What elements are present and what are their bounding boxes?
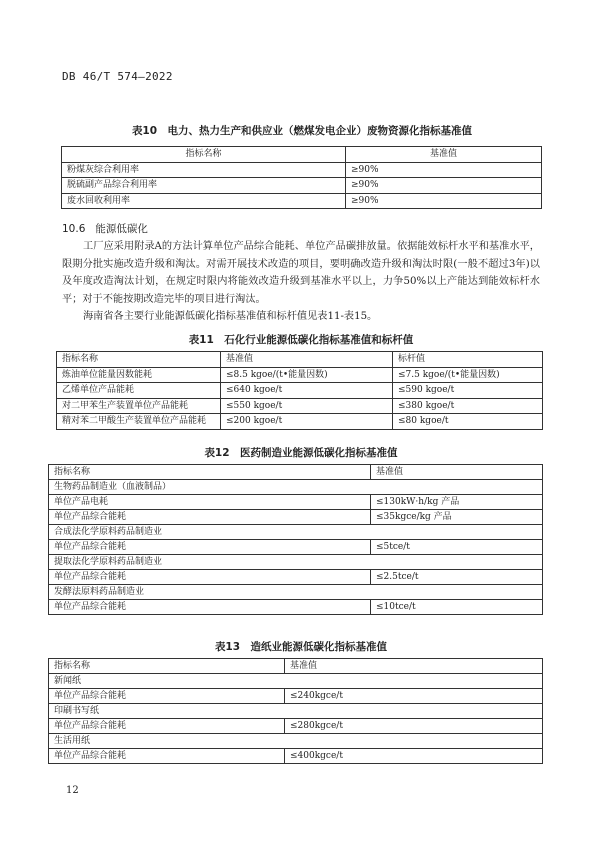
standard-code: DB 46/T 574—2022 [62, 70, 173, 83]
table-group-cell: 新闻纸 [49, 674, 543, 689]
table-header-cell: 基准值 [346, 147, 542, 163]
table-cell: ≤590 kgoe/t [393, 383, 543, 399]
table11-caption: 表11 石化行业能源低碳化指标基准值和标杆值 [188, 334, 414, 346]
table-header-cell: 指标名称 [57, 352, 221, 368]
table-cell: 单位产品电耗 [49, 495, 371, 510]
section-title: 能源低碳化 [95, 223, 148, 235]
table13 [48, 658, 543, 764]
table-header-row [57, 352, 543, 368]
table-cell: 对二甲苯生产装置单位产品能耗 [57, 398, 221, 414]
table13-caption: 表13 造纸业能源低碳化指标基准值 [214, 641, 388, 653]
table-row [57, 383, 543, 399]
body-paragraph: 海南省各主要行业能源低碳化指标基准值和标杆值见表11-表15。 [83, 311, 378, 322]
table-group-row [49, 585, 543, 600]
table-row [49, 689, 543, 704]
table-row [49, 540, 543, 555]
table11 [56, 351, 543, 430]
table-header-cell: 标杆值 [393, 352, 543, 368]
table-cell: ≤550 kgoe/t [221, 398, 393, 414]
table-cell: ≥90% [346, 178, 542, 194]
body-paragraph: 工厂应采用附录A的方法计算单位产品综合能耗、单位产品碳排放量。依据能效标杆水平和基准水平，限期分批实施改造升级和淘汰。对需开展技术改造的项目，要明确改造升级和淘汰时限(一般不超过3年)以及年度改造淘汰计划，在规定时限内将能效改造升级到基准水平以上，力争50%以上产能达到能效标杆水平；对于不能按期改造完毕的项目进行淘汰。 [62, 241, 540, 305]
table-group-row [49, 734, 543, 749]
table-header-cell: 基准值 [371, 465, 543, 480]
page-number: 12 [66, 785, 79, 796]
table-cell: ≤400kgce/t [285, 749, 543, 764]
table-cell: ≤5tce/t [371, 540, 543, 555]
table-group-cell: 提取法化学原料药品制造业 [49, 555, 543, 570]
table-group-row [49, 674, 543, 689]
table-row [49, 719, 543, 734]
section-number: 10.6 [62, 223, 86, 235]
table-cell: ≤640 kgoe/t [221, 383, 393, 399]
table-header-row [62, 147, 542, 163]
table-row [57, 367, 543, 383]
table-group-row [49, 525, 543, 540]
table-row [62, 193, 542, 209]
table-cell: 单位产品综合能耗 [49, 749, 285, 764]
table12 [48, 464, 543, 615]
table-row [49, 600, 543, 615]
table-cell: ≥90% [346, 162, 542, 178]
table-cell: ≤380 kgoe/t [393, 398, 543, 414]
table-row [57, 414, 543, 430]
table-cell: 精对苯二甲酸生产装置单位产品能耗 [57, 414, 221, 430]
table-cell: 单位产品综合能耗 [49, 570, 371, 585]
table-cell: ≤35kgce/kg 产品 [371, 510, 543, 525]
table-cell: 单位产品综合能耗 [49, 510, 371, 525]
table-row [62, 162, 542, 178]
table-cell: ≤8.5 kgoe/(t•能量因数) [221, 367, 393, 383]
table-group-cell: 合成法化学原料药品制造业 [49, 525, 543, 540]
table-cell: 粉煤灰综合利用率 [62, 162, 346, 178]
table-cell: 单位产品综合能耗 [49, 719, 285, 734]
table-cell: 脱硫副产品综合利用率 [62, 178, 346, 194]
table-cell: ≤240kgce/t [285, 689, 543, 704]
table-header-row [49, 659, 543, 674]
table-header-cell: 指标名称 [62, 147, 346, 163]
table-row [49, 495, 543, 510]
table-cell: ≤200 kgoe/t [221, 414, 393, 430]
table-header-row [49, 465, 543, 480]
table-group-row [49, 480, 543, 495]
table-header-cell: 指标名称 [49, 465, 371, 480]
table10 [61, 146, 542, 209]
table-cell: 炼油单位能量因数能耗 [57, 367, 221, 383]
table10-caption: 表10 电力、热力生产和供应业（燃煤发电企业）废物资源化指标基准值 [131, 125, 473, 137]
table-row [57, 398, 543, 414]
table-cell: ≤7.5 kgoe/(t•能量因数) [393, 367, 543, 383]
table-row [49, 570, 543, 585]
table-group-cell: 生物药品制造业（血液制品） [49, 480, 543, 495]
table-group-row [49, 555, 543, 570]
table-cell: 单位产品综合能耗 [49, 689, 285, 704]
table-cell: ≤80 kgoe/t [393, 414, 543, 430]
table-cell: ≤2.5tce/t [371, 570, 543, 585]
section-heading [62, 221, 148, 236]
table-cell: ≤10tce/t [371, 600, 543, 615]
table-cell: 单位产品综合能耗 [49, 600, 371, 615]
table-group-cell: 印刷书写纸 [49, 704, 543, 719]
table-cell: 单位产品综合能耗 [49, 540, 371, 555]
table-row [49, 510, 543, 525]
table-row [62, 178, 542, 194]
table-cell: ≥90% [346, 193, 542, 209]
table-cell: 乙烯单位产品能耗 [57, 383, 221, 399]
table-group-cell: 生活用纸 [49, 734, 543, 749]
table-group-row [49, 704, 543, 719]
table12-caption: 表12 医药制造业能源低碳化指标基准值 [204, 447, 398, 459]
table-group-cell: 发酵法原料药品制造业 [49, 585, 543, 600]
table-header-cell: 基准值 [285, 659, 543, 674]
table-cell: 废水回收利用率 [62, 193, 346, 209]
table-cell: ≤280kgce/t [285, 719, 543, 734]
table-row [49, 749, 543, 764]
table-header-cell: 基准值 [221, 352, 393, 368]
table-cell: ≤130kW·h/kg 产品 [371, 495, 543, 510]
table-header-cell: 指标名称 [49, 659, 285, 674]
